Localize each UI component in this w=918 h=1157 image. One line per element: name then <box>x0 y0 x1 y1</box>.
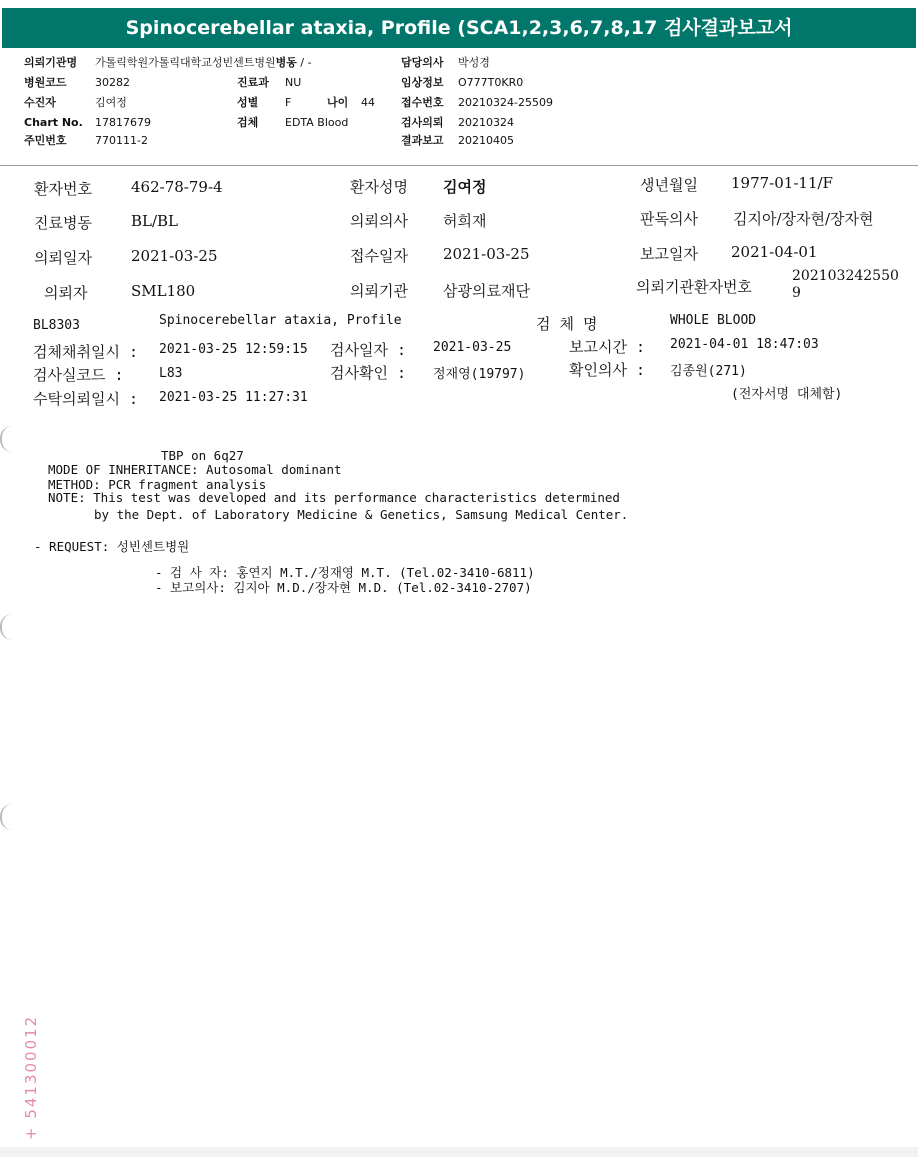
code-label: 병원코드 <box>24 76 67 89</box>
punch-hole <box>0 426 14 452</box>
test-name: Spinocerebellar ataxia, Profile <box>159 313 402 328</box>
report-time-label: 보고시간 : <box>569 338 646 356</box>
receive-date-value: 2021-03-25 <box>443 245 530 263</box>
inst-patient-no-label: 의뢰기관환자번호 <box>636 278 752 296</box>
confirm-doctor-label: 확인의사 : <box>569 361 646 379</box>
confirm-doctor-value: 김종원(271) <box>670 364 747 379</box>
accession-label: 접수번호 <box>401 96 444 109</box>
dob-value: 1977-01-11/F <box>731 174 833 192</box>
specimen-label: 검체 <box>237 116 259 129</box>
age-value: 44 <box>361 96 375 109</box>
doctor-label: 담당의사 <box>401 56 444 69</box>
chart-label: Chart No. <box>24 116 83 129</box>
sex-label: 성별 <box>237 96 259 109</box>
margin-document-number: + 541300012 <box>22 1014 40 1140</box>
report-tester: - 검 사 자: 홍연지 M.T./정재영 M.T. (Tel.02-3410-6811) <box>155 565 535 580</box>
requester-value: SML180 <box>131 282 196 300</box>
rrn-label: 주민번호 <box>24 134 67 147</box>
reading-doctor-label: 판독의사 <box>640 210 698 228</box>
request-date2-value: 2021-03-25 <box>131 247 218 265</box>
ward-label: 진료병동 <box>34 214 92 232</box>
test-date-value: 2021-03-25 <box>433 340 512 355</box>
report-note-line: NOTE: This test was developed and its performance characteristics determined <box>48 490 620 505</box>
collect-time-value: 2021-03-25 12:59:15 <box>159 342 308 357</box>
sex-value: F <box>285 96 292 109</box>
report-date-value: 20210405 <box>458 134 514 147</box>
dept-value: NU <box>285 76 302 89</box>
request-date-label: 검사의뢰 <box>401 116 444 129</box>
specimen-value: EDTA Blood <box>285 116 349 129</box>
request-date2-label: 의뢰일자 <box>34 249 92 267</box>
report-time-value: 2021-04-01 18:47:03 <box>670 337 819 352</box>
chart-value: 17817679 <box>95 116 151 129</box>
patient-id-value: 462-78-79-4 <box>131 178 223 196</box>
patient-label: 수진자 <box>24 96 56 109</box>
institution-label: 의뢰기관 <box>350 282 408 300</box>
report-date-label: 결과보고 <box>401 134 444 147</box>
punch-hole <box>0 804 14 830</box>
report-date2-value: 2021-04-01 <box>731 243 818 261</box>
test-confirm-label: 검사확인 : <box>330 364 407 382</box>
hosp-value: 가톨릭학원가톨릭대학교성빈센트병원병동 / - <box>95 56 312 69</box>
clinical-label: 임상정보 <box>401 76 444 89</box>
requester-label: 의뢰자 <box>44 284 88 302</box>
e-signature-note: (전자서명 대체함) <box>731 387 843 402</box>
specimen-name-value: WHOLE BLOOD <box>670 313 757 328</box>
accession-value: 20210324-25509 <box>458 96 553 109</box>
request-date-value: 20210324 <box>458 116 514 129</box>
reading-doctor-value: 김지아/장자현/장자현 <box>733 210 874 228</box>
outsource-time-label: 수탁의뢰일시 : <box>33 390 139 408</box>
doctor-value: 박성경 <box>458 56 490 69</box>
test-date-label: 검사일자 : <box>330 341 407 359</box>
dob-label: 생년월일 <box>640 176 698 194</box>
patient-name-value: 김여정 <box>443 178 487 196</box>
collect-time-label: 검체채취일시 : <box>33 343 139 361</box>
report-gene-line: TBP on 6q27 <box>161 448 244 463</box>
punch-hole <box>0 614 14 640</box>
lab-code-label: 검사실코드 : <box>33 366 124 384</box>
outsource-time-value: 2021-03-25 11:27:31 <box>159 390 308 405</box>
ward-value: BL/BL <box>131 212 179 230</box>
clinical-value: O777T0KR0 <box>458 76 524 89</box>
report-title: Spinocerebellar ataxia, Profile (SCA1,2,3,6,7,8,17 검사결과보고서 <box>2 8 916 48</box>
dept-label: 진료과 <box>237 76 269 89</box>
report-date2-label: 보고일자 <box>640 245 698 263</box>
lab-code-value: L83 <box>159 366 183 381</box>
referring-doctor-label: 의뢰의사 <box>350 212 408 230</box>
patient-value: 김여정 <box>95 96 127 109</box>
rrn-value: 770111-2 <box>95 134 148 147</box>
referring-doctor-value: 허희재 <box>443 212 487 230</box>
specimen-name-label: 검 체 명 <box>536 315 598 333</box>
hosp-label: 의뢰기관명 <box>24 56 78 69</box>
patient-id-label: 환자번호 <box>34 180 92 198</box>
report-note-line-2: by the Dept. of Laboratory Medicine & Genetics, Samsung Medical Center. <box>94 507 629 522</box>
code-value: 30282 <box>95 76 130 89</box>
institution-value: 삼광의료재단 <box>443 282 530 300</box>
inst-patient-no-value: 202103242550 9 <box>792 268 899 301</box>
test-code: BL8303 <box>33 318 80 333</box>
receive-date-label: 접수일자 <box>350 247 408 265</box>
patient-name-label: 환자성명 <box>350 178 408 196</box>
report-method-line: METHOD: PCR fragment analysis <box>48 477 267 492</box>
divider <box>0 165 918 166</box>
report-request: - REQUEST: 성빈센트병원 <box>34 539 190 554</box>
test-confirm-value: 정재영(19797) <box>433 367 526 382</box>
report-reporter: - 보고의사: 김지아 M.D./장자현 M.D. (Tel.02-3410-2707) <box>155 580 532 595</box>
age-label: 나이 <box>327 96 349 109</box>
report-inheritance-line: MODE OF INHERITANCE: Autosomal dominant <box>48 462 342 477</box>
